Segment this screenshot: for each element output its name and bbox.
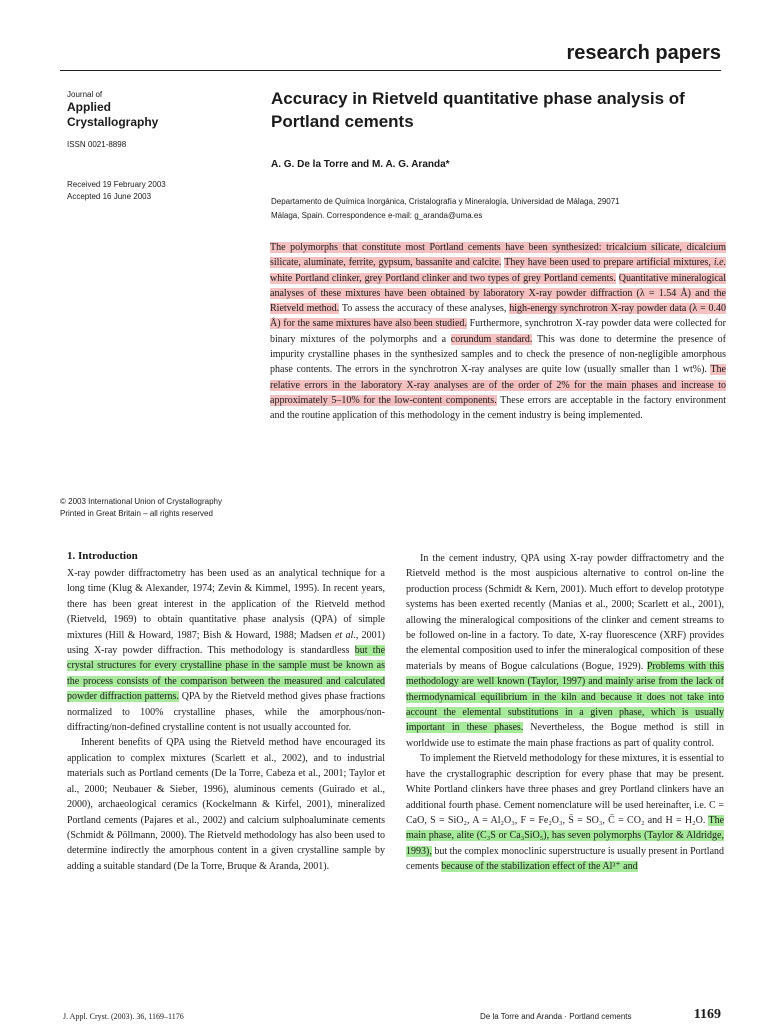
body-text: X-ray powder diffractometry has been used as an analytical technique for a long time (Klug & Alexander, 1974; Zevin & Kimmel, 1995). In recent years, there has been great interest in the application of the Rietveld method (Rietveld, 1969) to obtain quantitative phase analysis (QPA) of simple mixtures (Hill & Howard, 1987; Bish & Howard, 1988; Madsen xyxy=(67,568,385,641)
body-text: QPA by the Rietveld method gives phase fractions normalized to 100% crystalline phases, while the amorphous/non-diffracting/non-defined crystalline content is not usually accounted for. xyxy=(67,691,386,734)
abstract-text: This was done to determine the presence of impurity crystalline phases in the synthesized samples and to check the presence of non-negligible amorphous phase contents. The errors in the synchrotron X-ray analyses are quite low (usually smaller than 1 wt%). xyxy=(270,333,726,376)
intro-left-column xyxy=(67,566,385,874)
accepted-date: Accepted 16 June 2003 xyxy=(67,192,152,201)
abstract xyxy=(270,240,726,424)
header-rule xyxy=(60,70,721,71)
body-text: In the cement industry, QPA using X-ray powder diffractometry and the Rietveld method is the most auspicious alternative to control on-line the production process (Schmidt & Kern, 2001). Much effort to develop prototype systems has been exerted recently (Manias et al., 2000; Scarlett et al., 2001), allowing the mineralogical compositions of the clinker and cement streams to be followed on-line in a factory. To date, X-ray fluorescence (XRF) provides the elemental composition used to infer the mineralogical composition of these materials by means of Bogue calculations (Bogue, 1929). xyxy=(406,553,724,672)
journal-name-line2: Crystallography xyxy=(67,115,159,129)
section-heading-introduction: 1. Introduction xyxy=(67,550,138,562)
abstract-highlight: Quantitative mineralogical analyses of these mixtures have been obtained by laboratory X-ray powder diffraction (λ = 1.54 Å) and the Rietveld method. xyxy=(270,272,727,315)
issn: ISSN 0021-8898 xyxy=(67,140,127,149)
article-title: Accuracy in Rietveld quantitative phase analysis of Portland cements xyxy=(271,89,685,131)
abstract-text: Furthermore, synchrotron X-ray powder data were collected for binary mixtures of the polymorphs and a xyxy=(270,318,726,345)
body-highlight: Problems with this methodology are well known (Taylor, 1997) and mainly arise from the lack of thermodynamical equilibrium in the kiln and because it does not take into account the elemental substitutions in a given phase, which is usually important in these phases. xyxy=(406,660,724,734)
abstract-highlight: The polymorphs that constitute most Portland cements have been synthesized: tricalcium silicate, dicalcium silicate, aluminate, ferrite, gypsum, bassanite and calcite. xyxy=(270,242,726,269)
intro-paragraph-2: Inherent benefits of QPA using the Rietveld method have encouraged its application to complex mixtures (Scarlett et al., 2002), and to industrial materials such as Portland cements (De la Torre, Cabeza et al., 2001; Taylor et al., 2000; Neubauer & Sieber, 1996), aluminous cements (Guirado et al., 2000), archaeological ceramics (Kockelmann & Kirfel, 2001), mineralized Portland cements (Pajares et al., 2002) and calcium sulphoaluminate cements (Schmidt & Pöllmann, 2000). The Rietveld methodology has also been used to determine indirectly the amorphous content in a given crystalline sample by adding a suitable standard (De la Torre, Bruque & Aranda, 2001). xyxy=(67,737,385,872)
body-text: To implement the Rietveld methodology for these mixtures, it is essential to have the crystallographic description for every phase that may be present. White Portland clinkers have three phases and grey Portland clinkers have an additional fourth phase. Cement nomenclature will be used hereinafter, i.e. C = CaO, S = SiO₂, A = Al₂O₃, F = Fe₂O₃, S̄ = SO₃, C̄ = CO₂ and H = H₂O. xyxy=(406,753,724,826)
journal-label: Journal of xyxy=(67,90,103,99)
journal-block xyxy=(67,89,158,130)
intro-paragraph-4 xyxy=(406,751,724,874)
footer-running-head: De la Torre and Aranda · Portland cements xyxy=(480,1012,632,1021)
abstract-text: white Portland clinker, grey Portland clinker and two types of grey Portland cements. xyxy=(270,272,616,284)
affiliation-line1: Departamento de Química Inorgánica, Cristalografía y Mineralogía, Universidad de Málaga, 29071 xyxy=(271,197,620,206)
abstract-highlight: The relative errors in the laboratory X-ray analyses are of the order of 2% for the main phases and increase to approximately 5–10% for the low-content components. xyxy=(270,364,726,406)
body-highlight: because of the stabilization effect of the Al³⁺ and xyxy=(441,861,638,873)
body-text: but the complex monoclinic superstructure is usually present in Portland cements xyxy=(406,845,725,873)
body-highlight: but the crystal structures for every crystalline phase in the sample must be known as the process consists of the comparison between the measured and calculated powder diffraction patterns. xyxy=(67,645,386,703)
author-affiliation xyxy=(271,195,731,223)
copyright-line2: Printed in Great Britain – all rights reserved xyxy=(60,509,213,518)
abstract-highlight: high-energy synchrotron X-ray powder data (λ = 0.40 Å) for the same mixtures have also been studied. xyxy=(270,303,726,330)
body-highlight: The main phase, alite (C₃S or Ca₃SiO₅), has seven polymorphs (Taylor & Aldridge, 1993), xyxy=(406,814,725,857)
abstract-text: To assess the accuracy of these analyses, xyxy=(341,303,507,315)
abstract-text: They have been used to prepare artificial mixtures, xyxy=(504,257,711,269)
abstract-text: These errors are acceptable in the factory environment and the routine application of this methodology in the cement industry is being implemented. xyxy=(270,394,726,422)
article-authors: A. G. De la Torre and M. A. G. Aranda* xyxy=(271,159,450,170)
footer-citation: J. Appl. Cryst. (2003). 36, 1169–1176 xyxy=(63,1012,184,1021)
intro-right-column xyxy=(406,551,724,875)
copyright-line1: © 2003 International Union of Crystallography xyxy=(60,497,222,506)
received-date: Received 19 February 2003 xyxy=(67,180,166,189)
body-text: Nevertheless, the Bogue method is still in worldwide use to estimate the main phase fractions as part of quality control. xyxy=(406,722,725,749)
abstract-italic: i.e. xyxy=(713,257,727,269)
copyright-notice xyxy=(60,496,222,520)
intro-paragraph-1 xyxy=(67,566,385,735)
section-label: research papers xyxy=(566,42,721,64)
abstract-highlight: corundum standard. xyxy=(450,333,533,345)
body-italic: et al. xyxy=(334,629,356,641)
body-text: , 2001) using X-ray powder diffraction. This methodology is standardless xyxy=(67,629,386,657)
affiliation-line2: Málaga, Spain. Correspondence e-mail: g_aranda@uma.es xyxy=(271,211,483,220)
journal-name-line1: Applied xyxy=(67,100,111,114)
intro-paragraph-3 xyxy=(406,551,724,751)
page-number: 1169 xyxy=(693,1007,721,1022)
article-dates xyxy=(67,179,166,203)
